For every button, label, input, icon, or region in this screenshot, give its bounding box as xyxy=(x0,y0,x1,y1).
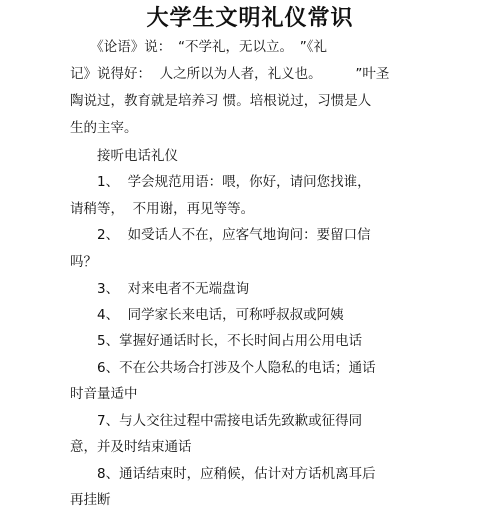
paragraph-line: 记》说得好： 人之所以为人者，礼义也。 ”叶圣 xyxy=(70,66,390,82)
list-item-line: 意，并及时结束通话 xyxy=(70,439,192,455)
list-item-line: 1、 学会规范用语：喂，你好，请问您找谁， xyxy=(70,174,371,190)
list-item-line: 7、与人交往过程中需接电话先致歉或征得同 xyxy=(70,413,363,429)
document-title: 大学生文明礼仪常识 xyxy=(146,6,354,31)
list-item-line: 时音量适中 xyxy=(70,386,138,402)
list-item-line: 吗？ xyxy=(70,254,97,270)
list-item-line: 5、掌握好通话时长，不长时间占用公用电话 xyxy=(70,333,363,349)
paragraph-line: 《论语》说： “不学礼，无以立。 ”《礼 xyxy=(70,39,327,55)
list-item-line: 请稍等， 不用谢，再见等等。 xyxy=(70,201,255,217)
list-item-line: 再挂断 xyxy=(70,492,111,508)
list-item-line: 3、 对来电者不无端盘询 xyxy=(70,281,250,297)
paragraph-line: 生的主宰。 xyxy=(70,120,138,136)
list-item-line: 2、 如受话人不在，应客气地询问：要留口信 xyxy=(70,227,371,243)
paragraph-line: 陶说过，教育就是培养习 惯。培根说过，习惯是人 xyxy=(70,93,372,109)
list-item-line: 6、不在公共场合打涉及个人隐私的电话；通话 xyxy=(70,360,376,376)
section-heading: 接听电话礼仪 xyxy=(70,148,178,164)
list-item-line: 4、 同学家长来电话，可称呼叔叔或阿姨 xyxy=(70,307,344,323)
list-item-line: 8、通话结束时，应稍候，估计对方话机离耳后 xyxy=(70,466,376,482)
